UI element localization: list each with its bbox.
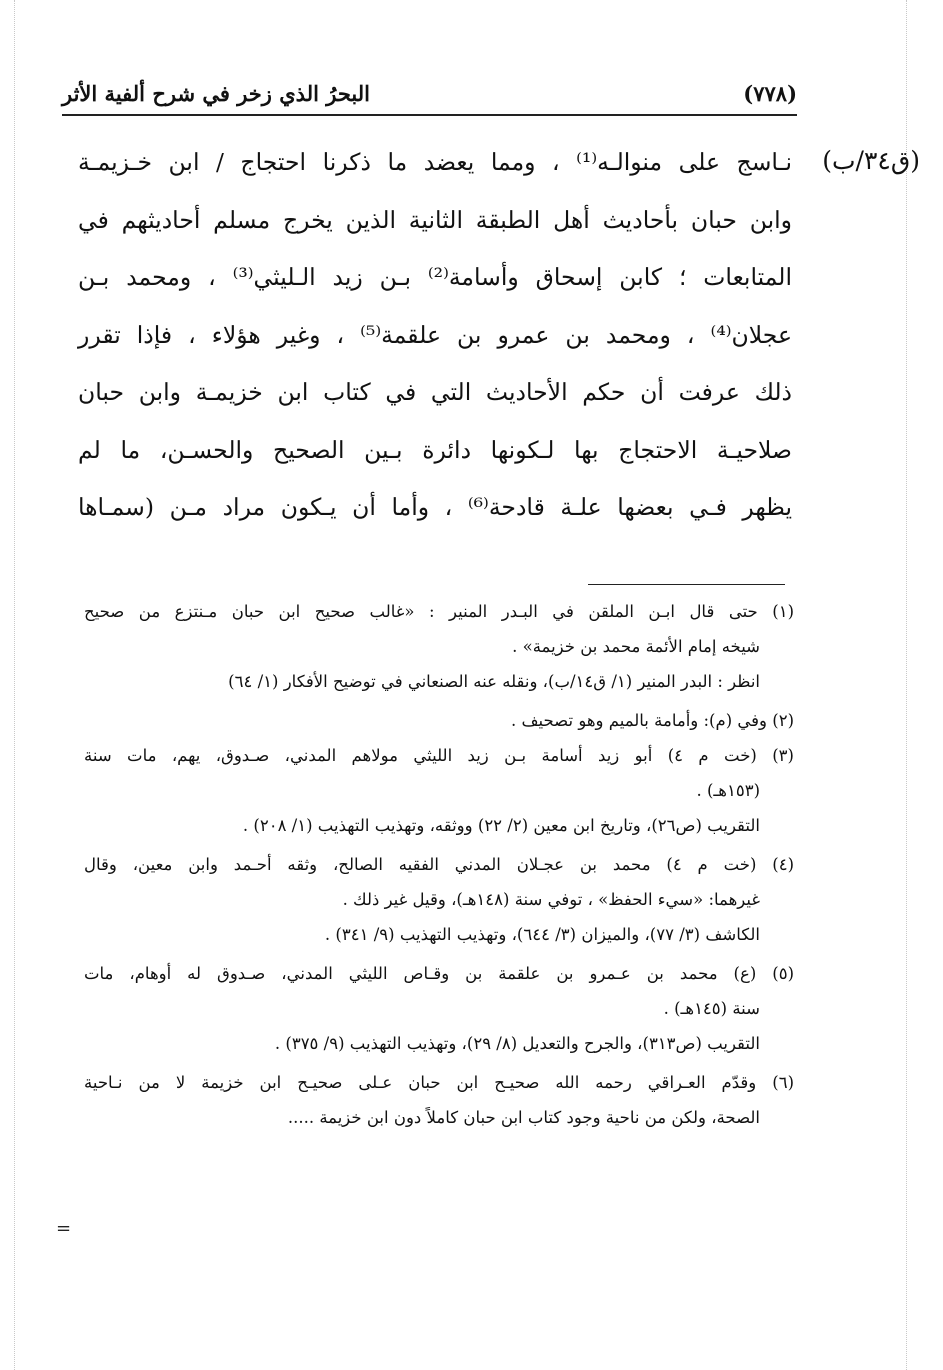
- footnote-line: الصحة، ولكن من ناحية وجود كتاب ابن حبان كاملاً دون ابن خزيمة .....: [287, 1108, 760, 1127]
- footnote-separator: [588, 584, 785, 585]
- scan-guide-line: [14, 0, 15, 1370]
- footnote-line: الكاشف (٣/ ٧٧)، والميزان (٣/ ٦٤٤)، وتهذيب التهذيب (٩/ ٣٤١) .: [324, 925, 760, 944]
- footnote-line: (٥) (ع) محمد بن عـمرو بن علقمة بن وقـاص الليثي المدني، صـدوق له أوهام، مات: [84, 964, 794, 983]
- running-header: [62, 76, 797, 110]
- main-text-line: عجلان⁽⁴⁾ ، ومحمد بن عمرو بن علقمة⁽⁵⁾ ، وغير هؤلاء ، فإذا تقرر: [78, 320, 792, 349]
- main-text-line: صلاحيـة الاحتجاج بها لـكونها دائرة بـين الصحيح والحسـن، ما لم: [78, 435, 792, 464]
- footnote-line: (٦) وقدّم العـراقي رحمه الله صحيـح ابن حبان عـلى صحيـح ابن خزيمة لا من نـاحية: [84, 1073, 794, 1092]
- main-text: [78, 134, 792, 537]
- book-title: البحرُ الذي زخر في شرح ألفية الأثر: [62, 80, 370, 106]
- header-rule: [62, 114, 797, 116]
- footnote-line: (١٥٣هـ) .: [696, 781, 760, 800]
- footnote-line: (١) حتى قال ابـن الملقن في البـدر المنير : «غالب صحيح ابن حبان مـنتزع من صحيح: [84, 602, 794, 621]
- main-text-line: نـاسج على منوالـه⁽¹⁾ ، ومما يعضد ما ذكرنا احتجاج / ابن خـزيمـة: [78, 148, 792, 176]
- footnote-line: سنة (١٤٥هـ) .: [663, 999, 760, 1018]
- footnotes: [84, 594, 794, 1135]
- scan-guide-line: [906, 0, 907, 1370]
- page-number: (٧٧٨): [743, 80, 797, 106]
- manuscript-folio-reference: (ق٣٤/ب): [822, 146, 920, 175]
- main-text-line: المتابعات ؛ كابن إسحاق وأسامة⁽²⁾ بـن زيد الـليثي⁽³⁾ ، ومحمد بـن: [78, 263, 792, 291]
- footnote-line: التقريب (ص٢٦)، وتاريخ ابن معين (٢/ ٢٢) ووثقه، وتهذيب التهذيب (١/ ٢٠٨) .: [242, 816, 760, 835]
- main-text-line: ذلك عرفت أن حكم الأحاديث التي في كتاب ابن خزيمـة وابن حبان: [78, 378, 792, 406]
- footnote-line: (٢) وفي (م): وأمامة بالميم وهو تصحيف .: [510, 711, 794, 730]
- footnote-line: التقريب (ص٣١٣)، والجرح والتعديل (٨/ ٢٩)، وتهذيب التهذيب (٩/ ٣٧٥) .: [274, 1034, 760, 1053]
- footnote-line: شيخه إمام الأئمة محمد بن خزيمة» .: [512, 637, 760, 656]
- footnote-line: انظر : البدر المنير (١/ ق١٤/ب)، ونقله عنه الصنعاني في توضيح الأفكار (١/ ٦٤): [228, 672, 760, 691]
- main-text-line: وابن حبان بأحاديث أهل الطبقة الثانية الذين يخرج مسلم أحاديثهم في: [78, 205, 792, 234]
- footnote-line: (٣) (خت م ٤) أبو زيد أسامة بـن زيد الليثي مولاهم المدني، صـدوق، يهم، مات سنة: [84, 746, 794, 765]
- footnote-line: غيرهما: «سيء الحفظ» ، توفي سنة (١٤٨هـ)، وقيل غير ذلك .: [342, 890, 760, 909]
- footnote-line: (٤) (خت م ٤) محمد بن عجـلان المدني الفقيه الصالح، وثقه أحـمد وابن معين، وقال: [84, 855, 794, 874]
- edge-mark: =: [56, 1218, 72, 1239]
- main-text-line: يظهر فـي بعضها علـة قادحة⁽⁶⁾ ، وأما أن يـكون مراد مـن (سمـاها: [78, 493, 792, 521]
